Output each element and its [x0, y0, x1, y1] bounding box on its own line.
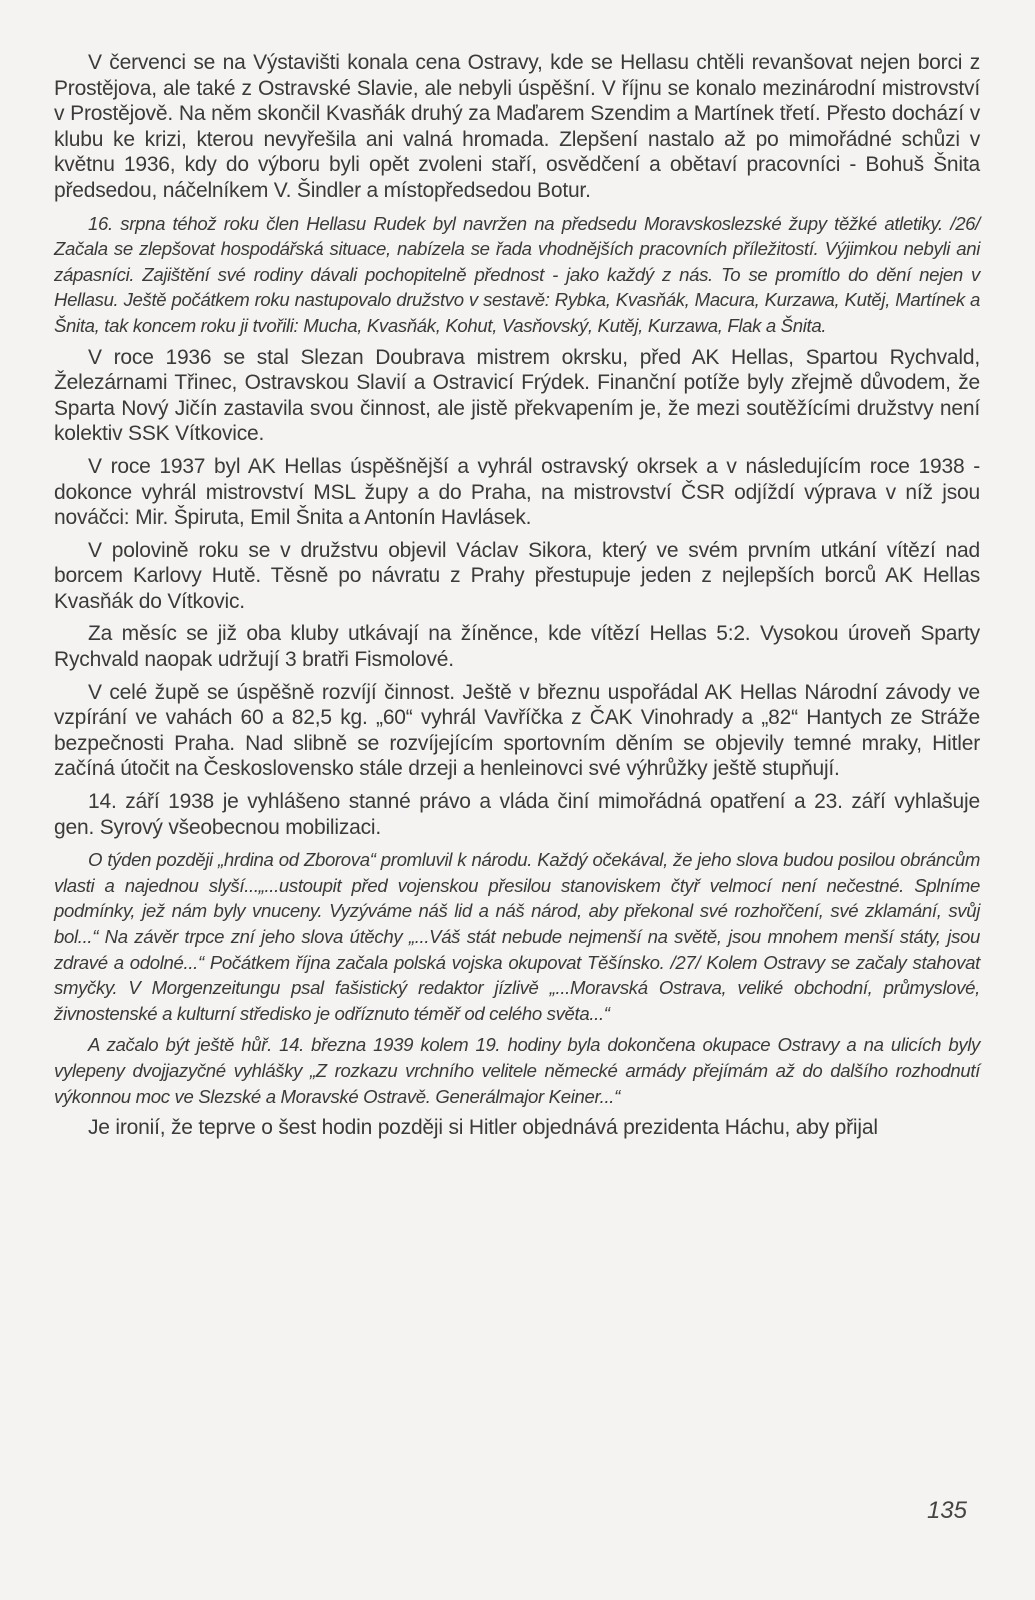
page-number: 135: [926, 1497, 967, 1524]
paragraph-2: 16. srpna téhož roku člen Hellasu Rudek byl navržen na předsedu Moravskoslezské župy těžké atletiky. /26/ Začala se zlepšovat hospodářská situace, nabízela se řada vhodnějších pracovních příležitostí. Výjimkou nebyli ani zápasníci. Zajištění své rodiny dávali pochopitelně přednost - jako každý z nás. To se promítlo do dění nejen v Hellasu. Ještě počátkem roku nastupovalo družstvo v sestavě: Rybka, Kvasňák, Macura, Kurzawa, Kutěj, Martínek a Šnita, tak koncem roku ji tvořili: Mucha, Kvasňák, Kohut, Vasňovský, Kutěj, Kurzawa, Flak a Šnita.: [54, 212, 980, 336]
paragraph-11: Je ironií, že teprve o šest hodin později si Hitler objednává prezidenta Háchu, aby přijal: [88, 1116, 878, 1140]
page-body: [54, 50, 980, 1148]
paragraph-8: 14. září 1938 je vyhlášeno stanné právo a vláda činí mimořádná opatření a 23. září vyhlašuje gen. Syrový všeobecnou mobilizaci.: [54, 790, 980, 839]
paragraph-3: V roce 1936 se stal Slezan Doubrava mistrem okrsku, před AK Hellas, Spartou Rychvald, Železárnami Třinec, Ostravskou Slavií a Ostravicí Frýdek. Finanční potíže byly zřejmě důvodem, že Sparta Nový Jičín zastavila svou činnost, ale jistě překvapením je, že mezi soutěžícími družstvy není kolektiv SSK Vítkovice.: [54, 345, 980, 446]
paragraph-1: V červenci se na Výstavišti konala cena Ostravy, kde se Hellasu chtěli revanšovat nejen borci z Prostějova, ale také z Ostravské Slavie, ale nebyli úspěšní. V říjnu se konalo mezinárodní mistrovství v Prostějově. Na něm skončil Kvasňák druhý za Maďarem Szendim a Martínek třetí. Přesto dochází v klubu ke krizi, kterou nevyřešila ani valná hromada. Zlepšení nastalo až po mimořádné schůzi v květnu 1936, kdy do výboru byli opět zvoleni staří, osvědčení a obětaví pracovníci - Bohuš Šnita předsedou, náčelníkem V. Šindler a místopředsedou Botur.: [54, 51, 980, 202]
paragraph-6: Za měsíc se již oba kluby utkávají na žíněnce, kde vítězí Hellas 5:2. Vysokou úroveň Sparty Rychvald naopak udržují 3 bratři Fismolové.: [54, 622, 980, 672]
paragraph-5: V polovině roku se v družstvu objevil Václav Sikora, který ve svém prvním utkání vítězí nad borcem Karlovy Hutě. Těsně po návratu z Prahy přestupuje jeden z nejlepších borců AK Hellas Kvasňák do Vítkovic.: [54, 538, 980, 613]
paragraph-7: V celé župě se úspěšně rozvíjí činnost. Ještě v březnu uspořádal AK Hellas Národní závody ve vzpírání ve vahách 60 a 82,5 kg. „60“ vyhrál Vavříčka z ČAK Vinohrady a „82“ Hantych ze Stráže bezpečnosti Praha. Nad slibně se rozvíjejícím sportovním děním se objevily temné mraky, Hitler začíná útočit na Československo stále drzeji a henleinovci své výhrůžky ještě stupňují.: [54, 680, 980, 781]
paragraph-9: O týden později „hrdina od Zborova“ promluvil k národu. Každý očekával, že jeho slova budou posilou obráncům vlasti a najednou slyší...„...ustoupit před vojenskou přesilou stanoviskem čtyř velmocí není nečestné. Splníme podmínky, jež nám byly vnuceny. Vyzýváme náš lid a náš národ, aby překonal své rozhořčení, své zklamání, svůj bol...“ Na závěr trpce zní jeho slova útěchy „...Váš stát nebude nejmenší na světě, jsou mnohem menší státy, jsou zdravé a odolné...“ Počátkem října začala polská vojska okupovat Těšínsko. /27/ Kolem Ostravy se začaly stahovat smyčky. V Morgenzeitungu psal fašistický redaktor jízlivě „...Moravská Ostrava, veliké obchodní, průmyslové, živnostenské a kulturní středisko je odříznuto téměř od celého světa...“: [54, 849, 980, 1024]
paragraph-10: A začalo být ještě hůř. 14. března 1939 kolem 19. hodiny byla dokončena okupace Ostravy a na ulicích byly vylepeny dvojjazyčné vyhlášky „Z rozkazu vrchního velitele německé armády přejímám až do dalšího rozhodnutí výkonnou moc ve Slezské a Moravské Ostravě. Generálmajor Keiner...“: [54, 1034, 980, 1107]
paragraph-4: V roce 1937 byl AK Hellas úspěšnější a vyhrál ostravský okrsek a v následujícím roce 1938 - dokonce vyhrál mistrovství MSL župy a do Praha, na mistrovství ČSR odjíždí výprava v níž jsou nováčci: Mir. Špiruta, Emil Šnita a Antonín Havlásek.: [54, 454, 980, 530]
